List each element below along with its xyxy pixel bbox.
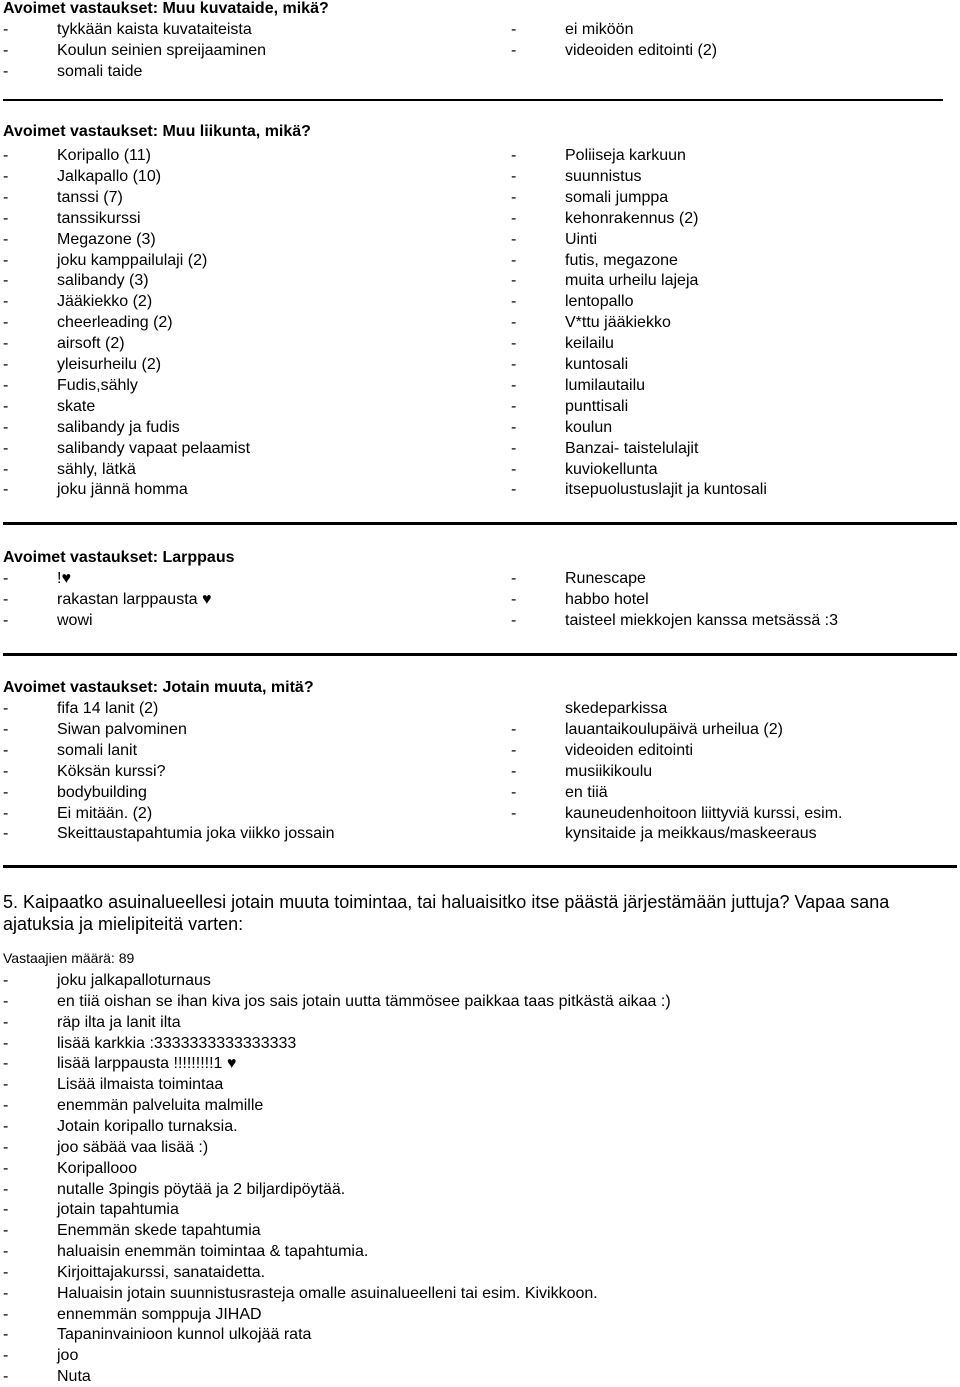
list-item-text: Banzai- taistelulajit xyxy=(565,439,699,457)
list-item-bullet: - xyxy=(3,972,9,989)
list-item-bullet: - xyxy=(3,611,9,629)
list-item-text: lentopallo xyxy=(565,293,634,311)
list-item-bullet: - xyxy=(3,1138,9,1156)
list-item-bullet: - xyxy=(511,21,517,38)
list-item-text: Jääkiekko (2) xyxy=(57,293,153,311)
list-item-bullet: - xyxy=(3,356,9,373)
list-item-bullet: - xyxy=(3,1263,9,1281)
section-heading-larppaus: Avoimet vastaukset: Larppaus xyxy=(3,549,235,566)
list-item-bullet: - xyxy=(3,230,9,248)
list-item-bullet: - xyxy=(3,762,9,780)
list-item-bullet: - xyxy=(3,41,9,59)
list-item-bullet: - xyxy=(511,251,517,269)
list-item-bullet: - xyxy=(511,720,517,738)
list-item-text: bodybuilding xyxy=(57,783,147,801)
list-item-text: joku jännä homma xyxy=(57,481,188,499)
list-item-text: Haluaisin jotain suunnistusrasteja omalle asuinalueelleni tai esim. Kivikkoon. xyxy=(57,1284,598,1302)
list-item-text: nutalle 3pingis pöytää ja 2 biljardipöytää. xyxy=(57,1180,346,1198)
list-item-text: ei miköön xyxy=(565,21,634,38)
list-item-text: joo säbää vaa lisää :) xyxy=(57,1138,209,1156)
list-item-bullet: - xyxy=(3,314,9,332)
list-item-text: cheerleading (2) xyxy=(57,314,173,332)
list-item-text: en tiiä oishan se ihan kiva jos sais jotain uutta tämmösee paikkaa taas pitkästä aikaa :) xyxy=(57,992,671,1010)
list-item-text: joku jalkapalloturnaus xyxy=(57,972,211,989)
list-item-text: skedeparkissa xyxy=(565,700,668,717)
list-item-text: enemmän palveluita malmille xyxy=(57,1097,264,1115)
list-item-text: V*ttu jääkiekko xyxy=(565,314,671,332)
list-item-bullet: - xyxy=(511,481,517,499)
list-item-bullet: - xyxy=(3,1305,9,1323)
list-item-bullet: - xyxy=(511,570,517,587)
list-item-bullet: - xyxy=(511,460,517,478)
list-item-text: kuviokellunta xyxy=(565,460,658,478)
list-item-bullet: - xyxy=(3,251,9,269)
list-item-text: en tiiä xyxy=(565,783,608,801)
list-item-bullet: - xyxy=(3,439,9,457)
list-item-bullet: - xyxy=(3,1368,9,1386)
list-item-text: somali taide xyxy=(57,62,143,80)
list-item-bullet: - xyxy=(3,418,9,436)
list-item-bullet: - xyxy=(511,804,517,822)
list-item-bullet: - xyxy=(511,167,517,185)
list-item-text: kuntosali xyxy=(565,356,629,373)
list-item-text: Lisää ilmaista toimintaa xyxy=(57,1076,224,1094)
list-item-text: airsoft (2) xyxy=(57,335,125,353)
list-item-text: Jotain koripallo turnaksia. xyxy=(57,1117,238,1135)
list-item-bullet: - xyxy=(3,783,9,801)
list-item-text: futis, megazone xyxy=(565,251,678,269)
list-item-bullet: - xyxy=(511,209,517,227)
list-item-bullet: - xyxy=(511,188,517,206)
list-item-text: räp ilta ja lanit ilta xyxy=(57,1013,181,1031)
list-item-text: jotain tapahtumia xyxy=(57,1201,179,1219)
list-item-text: suunnistus xyxy=(565,167,642,185)
list-item-bullet: - xyxy=(3,272,9,290)
list-item-text: Koulun seinien spreijaaminen xyxy=(57,41,267,59)
list-item-bullet: - xyxy=(3,700,9,717)
list-item-bullet: - xyxy=(3,825,9,843)
list-item-text: lauantaikoulupäivä urheilua (2) xyxy=(565,720,783,738)
list-item-bullet: - xyxy=(3,741,9,759)
section-heading-muu-liikunta: Avoimet vastaukset: Muu liikunta, mikä? xyxy=(3,123,311,140)
list-item-bullet: - xyxy=(511,418,517,436)
list-item-text: somali jumppa xyxy=(565,188,669,206)
list-item-bullet: - xyxy=(3,1326,9,1344)
list-item-text: videoiden editointi (2) xyxy=(565,41,718,59)
list-item-text: taisteel miekkojen kanssa metsässä :3 xyxy=(565,611,839,629)
section-divider xyxy=(3,522,957,525)
list-item-bullet: - xyxy=(3,1222,9,1240)
list-item-bullet: - xyxy=(3,1159,9,1177)
list-item-bullet: - xyxy=(511,272,517,290)
list-item-bullet: - xyxy=(3,1284,9,1302)
list-item-bullet: - xyxy=(511,783,517,801)
list-item-text: keilailu xyxy=(565,335,614,353)
list-item-bullet: - xyxy=(511,293,517,311)
list-item-text: Uinti xyxy=(565,230,598,248)
list-item-text: Skeittaustapahtumia joka viikko jossain xyxy=(57,825,335,843)
list-item-bullet: - xyxy=(3,590,9,608)
respondent-count: Vastaajien määrä: 89 xyxy=(3,950,135,966)
list-item-bullet: - xyxy=(3,570,9,587)
list-item-text: itsepuolustuslajit ja kuntosali xyxy=(565,481,767,499)
list-item-bullet: - xyxy=(511,590,517,608)
list-item-bullet: - xyxy=(3,147,9,164)
section-divider xyxy=(3,653,957,656)
list-item-bullet: - xyxy=(3,1097,9,1115)
list-item-text: videoiden editointi xyxy=(565,741,694,759)
list-item-bullet: - xyxy=(511,356,517,373)
question-5-title: 5. Kaipaatko asuinalueellesi jotain muuta toimintaa, tai haluaisitko itse päästä järjestämään juttuja? Vapaa sana ajatuksia ja mielipiteitä varten: xyxy=(3,892,890,934)
section-heading-jotain-muuta: Avoimet vastaukset: Jotain muuta, mitä? xyxy=(3,679,314,696)
list-item-text: fifa 14 lanit (2) xyxy=(57,700,159,717)
list-item-bullet: - xyxy=(3,992,9,1010)
list-item-text: salibandy (3) xyxy=(57,272,149,290)
list-item-text: salibandy ja fudis xyxy=(57,418,180,436)
list-item-bullet: - xyxy=(511,741,517,759)
list-item-text: ennemmän somppuja JIHAD xyxy=(57,1305,262,1323)
list-item-bullet: - xyxy=(511,439,517,457)
list-item-text: Koripallo (11) xyxy=(57,147,151,164)
list-item-bullet: - xyxy=(3,1076,9,1094)
list-item-bullet: - xyxy=(511,230,517,248)
list-item-text: Kirjoittajakurssi, sanataidetta. xyxy=(57,1263,266,1281)
list-item-text: !♥ xyxy=(57,570,71,587)
list-item-bullet: - xyxy=(511,611,517,629)
list-item-text: kehonrakennus (2) xyxy=(565,209,699,227)
list-item-bullet: - xyxy=(3,1201,9,1219)
section-heading-muu-kuvataide: Avoimet vastaukset: Muu kuvataide, mikä? xyxy=(3,0,329,17)
list-item-bullet: - xyxy=(511,314,517,332)
list-item-text: Fudis,sähly xyxy=(57,376,138,394)
list-item-bullet: - xyxy=(3,1034,9,1052)
list-item-bullet: - xyxy=(511,147,517,164)
list-item-text: haluaisin enemmän toimintaa & tapahtumia. xyxy=(57,1243,369,1261)
list-item-text: sähly, lätkä xyxy=(57,460,136,478)
list-item-text: yleisurheilu (2) xyxy=(57,356,162,373)
list-item-bullet: - xyxy=(511,335,517,353)
list-item-text: Runescape xyxy=(565,570,646,587)
list-item-text: kauneudenhoitoon liittyviä kurssi, esim. xyxy=(565,804,843,822)
list-item-bullet: - xyxy=(3,1117,9,1135)
list-item-text: Ei mitään. (2) xyxy=(57,804,153,822)
list-item-text: salibandy vapaat pelaamist xyxy=(57,439,251,457)
list-item-text: wowi xyxy=(57,611,93,629)
list-item-text: somali lanit xyxy=(57,741,138,759)
list-item-text: lisää karkkia :3333333333333333 xyxy=(57,1034,297,1052)
list-item-text: Poliiseja karkuun xyxy=(565,147,686,164)
list-item-text: joku kamppailulaji (2) xyxy=(57,251,208,269)
list-item-text: lisää larppausta !!!!!!!!!1 ♥ xyxy=(57,1055,237,1073)
list-item-bullet: - xyxy=(3,1055,9,1073)
list-item-bullet: - xyxy=(3,1180,9,1198)
list-item-bullet: - xyxy=(3,188,9,206)
list-item-text: Jalkapallo (10) xyxy=(57,167,162,185)
list-item-text: rakastan larppausta ♥ xyxy=(57,590,212,608)
list-item-text: Siwan palvominen xyxy=(57,720,187,738)
list-item-bullet: - xyxy=(3,720,9,738)
section-divider xyxy=(3,865,957,868)
list-item-text: tanssi (7) xyxy=(57,188,123,206)
list-item-text: joo xyxy=(57,1347,79,1365)
section-divider xyxy=(3,99,943,101)
list-item-bullet: - xyxy=(3,293,9,311)
list-item-text: Tapaninvainioon kunnol ulkojää rata xyxy=(57,1326,312,1344)
list-item-text: Megazone (3) xyxy=(57,230,156,248)
list-item-bullet: - xyxy=(3,376,9,394)
list-item-text: muita urheilu lajeja xyxy=(565,272,699,290)
list-item-text: lumilautailu xyxy=(565,376,646,394)
list-item-bullet: - xyxy=(3,62,9,80)
list-item-bullet: - xyxy=(3,481,9,499)
list-item-bullet: - xyxy=(511,762,517,780)
list-item-text: musiikikoulu xyxy=(565,762,653,780)
list-item-text: tanssikurssi xyxy=(57,209,141,227)
list-item-bullet: - xyxy=(511,41,517,59)
list-item-text: koulun xyxy=(565,418,613,436)
list-item-text: skate xyxy=(57,397,96,415)
list-item-bullet: - xyxy=(3,460,9,478)
list-item-text: Nuta xyxy=(57,1368,91,1386)
list-item-text: habbo hotel xyxy=(565,590,649,608)
list-item-text: Enemmän skede tapahtumia xyxy=(57,1222,261,1240)
list-item-bullet: - xyxy=(3,209,9,227)
list-item-bullet: - xyxy=(3,335,9,353)
list-item-bullet: - xyxy=(3,167,9,185)
list-item-text: punttisali xyxy=(565,397,629,415)
list-item-bullet: - xyxy=(511,376,517,394)
list-item-bullet: - xyxy=(511,397,517,415)
list-item-text: Köksän kurssi? xyxy=(57,762,166,780)
list-item-text: kynsitaide ja meikkaus/maskeeraus xyxy=(565,825,817,843)
list-item-bullet: - xyxy=(3,804,9,822)
list-item-bullet: - xyxy=(3,397,9,415)
list-item-text: tykkään kaista kuvataiteista xyxy=(57,21,252,38)
list-item-bullet: - xyxy=(3,21,9,38)
list-item-bullet: - xyxy=(3,1013,9,1031)
list-item-text: Koripallooo xyxy=(57,1159,138,1177)
list-item-bullet: - xyxy=(3,1347,9,1365)
list-item-bullet: - xyxy=(3,1243,9,1261)
